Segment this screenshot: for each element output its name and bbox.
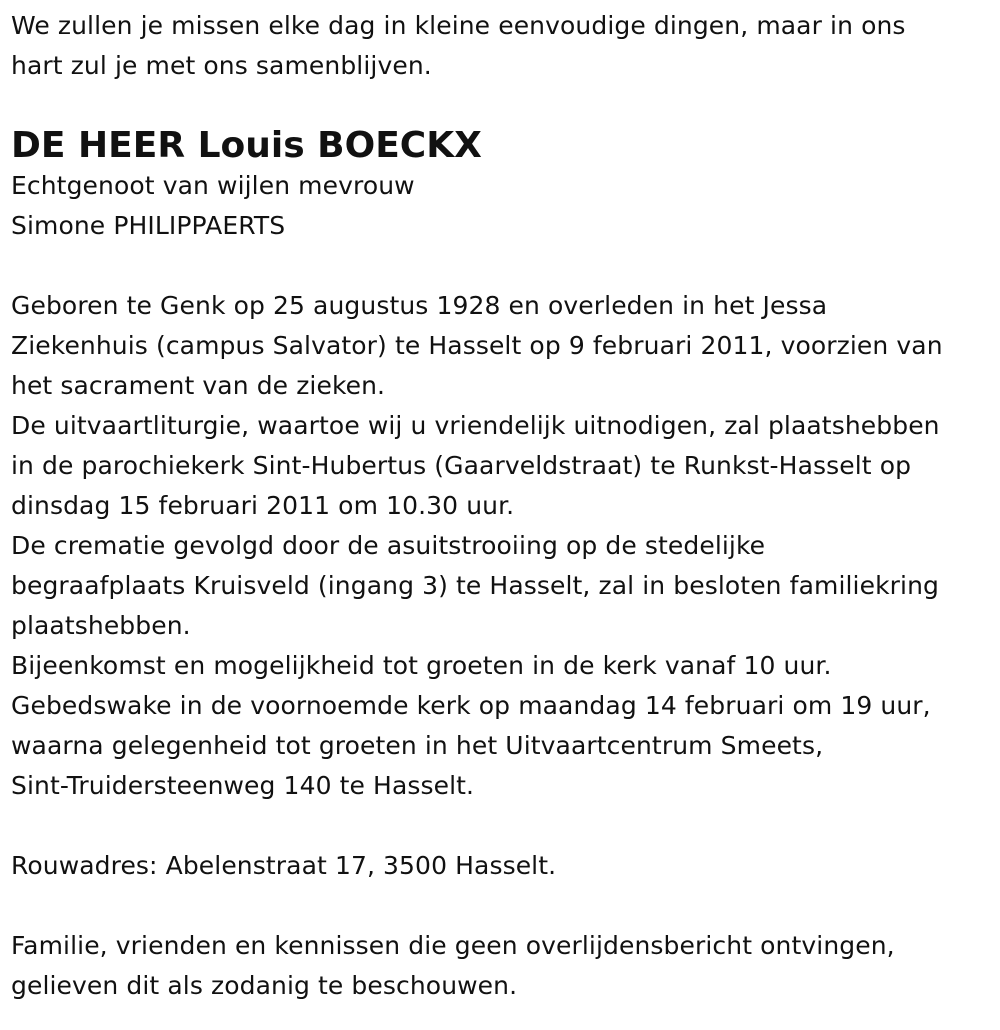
body-line: plaatshebben. [11, 611, 191, 640]
body-line: Geboren te Genk op 25 augustus 1928 en overleden in het Jessa [11, 291, 828, 320]
body-line: dinsdag 15 februari 2011 om 10.30 uur. [11, 491, 515, 520]
body-line: waarna gelegenheid tot groeten in het Uitvaartcentrum Smeets, [11, 731, 824, 760]
intro-line: hart zul je met ons samenblijven. [11, 51, 432, 80]
obituary-notice [11, 6, 996, 1006]
body-line: De crematie gevolgd door de asuitstrooiing op de stedelijke [11, 531, 766, 560]
body-line: in de parochiekerk Sint-Hubertus (Gaarveldstraat) te Runkst-Hasselt op [11, 451, 912, 480]
body-line: Sint-Truidersteenweg 140 te Hasselt. [11, 771, 475, 800]
intro-quote [11, 6, 996, 86]
body-line: Ziekenhuis (campus Salvator) te Hasselt op 9 februari 2011, voorzien van [11, 331, 943, 360]
body-line: het sacrament van de zieken. [11, 371, 386, 400]
closing-note [11, 926, 996, 1006]
body-line: Gebedswake in de voornoemde kerk op maandag 14 februari om 19 uur, [11, 691, 931, 720]
spouse-info [11, 166, 996, 246]
intro-line: We zullen je missen elke dag in kleine eenvoudige dingen, maar in ons [11, 11, 906, 40]
spouse-line: Simone PHILIPPAERTS [11, 211, 286, 240]
address-line: Rouwadres: Abelenstraat 17, 3500 Hasselt. [11, 851, 557, 880]
spacer [11, 246, 996, 286]
spouse-line: Echtgenoot van wijlen mevrouw [11, 171, 415, 200]
spacer [11, 806, 996, 846]
mourning-address [11, 846, 996, 886]
body-line: begraafplaats Kruisveld (ingang 3) te Hasselt, zal in besloten familiekring [11, 571, 939, 600]
deceased-name-title: DE HEER Louis BOECKX [11, 125, 482, 166]
closing-line: Familie, vrienden en kennissen die geen overlijdensbericht ontvingen, [11, 931, 895, 960]
spacer [11, 886, 996, 926]
ceremony-details [11, 286, 996, 806]
body-line: Bijeenkomst en mogelijkheid tot groeten in de kerk vanaf 10 uur. [11, 651, 832, 680]
closing-line: gelieven dit als zodanig te beschouwen. [11, 971, 518, 1000]
body-line: De uitvaartliturgie, waartoe wij u vriendelijk uitnodigen, zal plaatshebben [11, 411, 940, 440]
